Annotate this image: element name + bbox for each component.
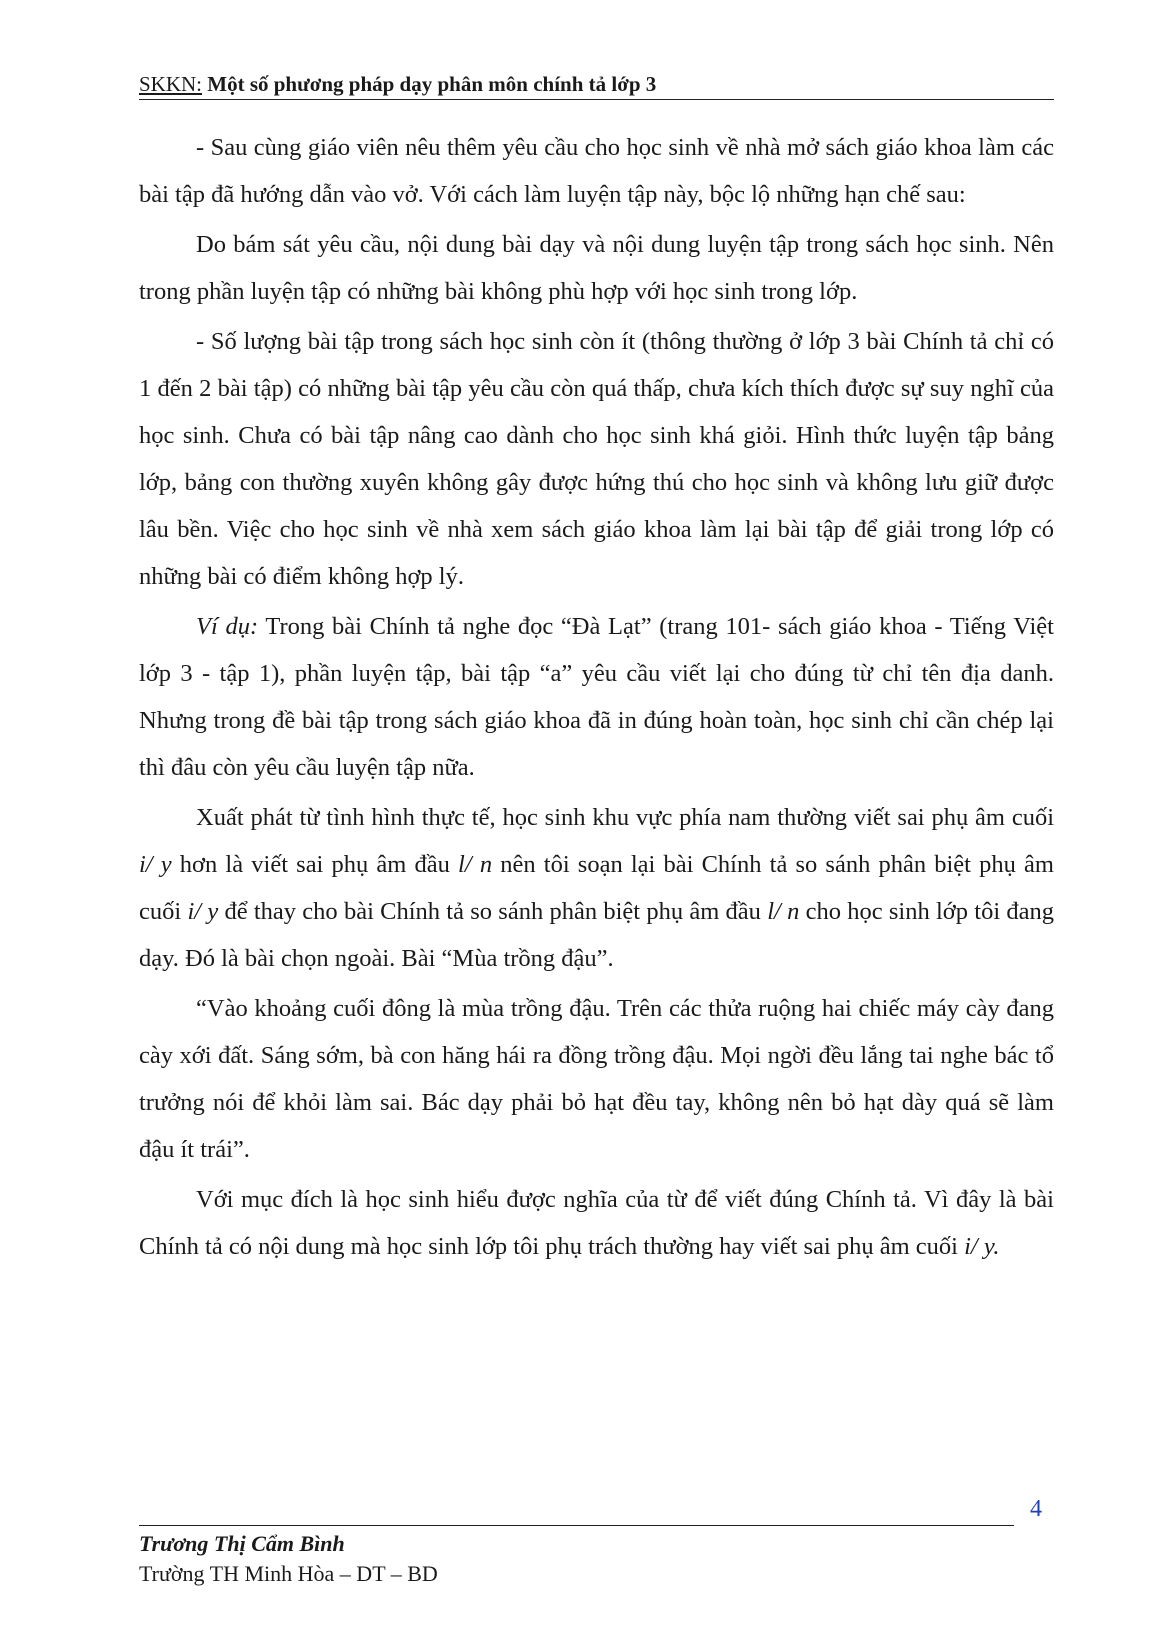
- paragraph-2: Do bám sát yêu cầu, nội dung bài dạy và nội dung luyện tập trong sách học sinh. Nên trong phần luyện tập có những bài không phù hợp với học sinh trong lớp.: [139, 231, 1054, 305]
- header-prefix: SKKN:: [139, 72, 203, 96]
- p5-italic-2: l/ n: [458, 851, 493, 878]
- header-title: Một số phương pháp dạy phân môn chính tả lớp 3: [207, 72, 657, 96]
- p5-text-3: nên tôi soạn lại bài Chính tả so sánh phân biệt phụ âm cuối: [139, 851, 1054, 925]
- p7-text-1: Với mục đích là học sinh hiểu được nghĩa của từ để viết đúng Chính tả. Vì đây là bài Chính tả có nội dung mà học sinh lớp tôi phụ trách thường hay viết sai phụ âm cuối: [139, 1186, 1054, 1260]
- p5-text-1: Xuất phát từ tình hình thực tế, học sinh khu vực phía nam thường viết sai phụ âm cuối: [196, 804, 1054, 831]
- page-header: [139, 71, 1054, 100]
- paragraph-7: [139, 1176, 1054, 1270]
- p5-italic-4: l/ n: [767, 898, 800, 925]
- p5-italic-3: i/ y: [187, 898, 219, 925]
- page-number: 4: [1030, 1496, 1042, 1522]
- p5-italic-1: i/ y: [139, 851, 172, 878]
- p5-text-4: để thay cho bài Chính tả so sánh phân biệt phụ âm đầu: [218, 898, 768, 925]
- footer-school: Trường TH Minh Hòa – DT – BD: [139, 1561, 438, 1586]
- document-body: [139, 124, 1054, 1270]
- example-label: Ví dụ:: [196, 613, 259, 640]
- p5-text-5: cho học sinh lớp tôi đang dạy. Đó là bài chọn ngoài. Bài “Mùa trồng đậu”.: [139, 898, 1055, 972]
- paragraph-1: - Sau cùng giáo viên nêu thêm yêu cầu cho học sinh về nhà mở sách giáo khoa làm các bài tập đã hướng dẫn vào vở. Với cách làm luyện tập này, bộc lộ những hạn chế sau:: [139, 134, 1054, 208]
- paragraph-5: [139, 794, 1054, 982]
- p5-text-2: hơn là viết sai phụ âm đầu: [171, 851, 459, 878]
- paragraph-3: - Số lượng bài tập trong sách học sinh còn ít (thông thường ở lớp 3 bài Chính tả chỉ có 1 đến 2 bài tập) có những bài tập yêu cầu còn quá thấp, chưa kích thích được sự suy nghĩ của học sinh. Chưa có bài tập nâng cao dành cho học sinh khá giỏi. Hình thức luyện tập bảng lớp, bảng con thường xuyên không gây được hứng thú cho học sinh và không lưu giữ được lâu bền. Việc cho học sinh về nhà xem sách giáo khoa làm lại bài tập để giải trong lớp có những bài có điểm không hợp lý.: [139, 328, 1054, 590]
- footer-author: Trương Thị Cẩm Bình: [139, 1531, 345, 1556]
- example-text: Trong bài Chính tả nghe đọc “Đà Lạt” (trang 101- sách giáo khoa - Tiếng Việt lớp 3 - tập 1), phần luyện tập, bài tập “a” yêu cầu viết lại cho đúng từ chỉ tên địa danh. Nhưng trong đề bài tập trong sách giáo khoa đã in đúng hoàn toàn, học sinh chỉ cần chép lại thì đâu còn yêu cầu luyện tập nữa.: [139, 613, 1054, 781]
- footer-divider: [139, 1525, 1014, 1526]
- p7-italic-1: i/ y.: [964, 1233, 1000, 1260]
- paragraph-6: “Vào khoảng cuối đông là mùa trồng đậu. Trên các thửa ruộng hai chiếc máy cày đang cày xới đất. Sáng sớm, bà con hăng hái ra đồng trồng đậu. Mọi ngời đều lắng tai nghe bác tổ trưởng nói để khỏi làm sai. Bác dạy phải bỏ hạt đều tay, không nên bỏ hạt dày quá sẽ làm đậu ít trái”.: [139, 995, 1054, 1163]
- paragraph-4: [139, 603, 1054, 791]
